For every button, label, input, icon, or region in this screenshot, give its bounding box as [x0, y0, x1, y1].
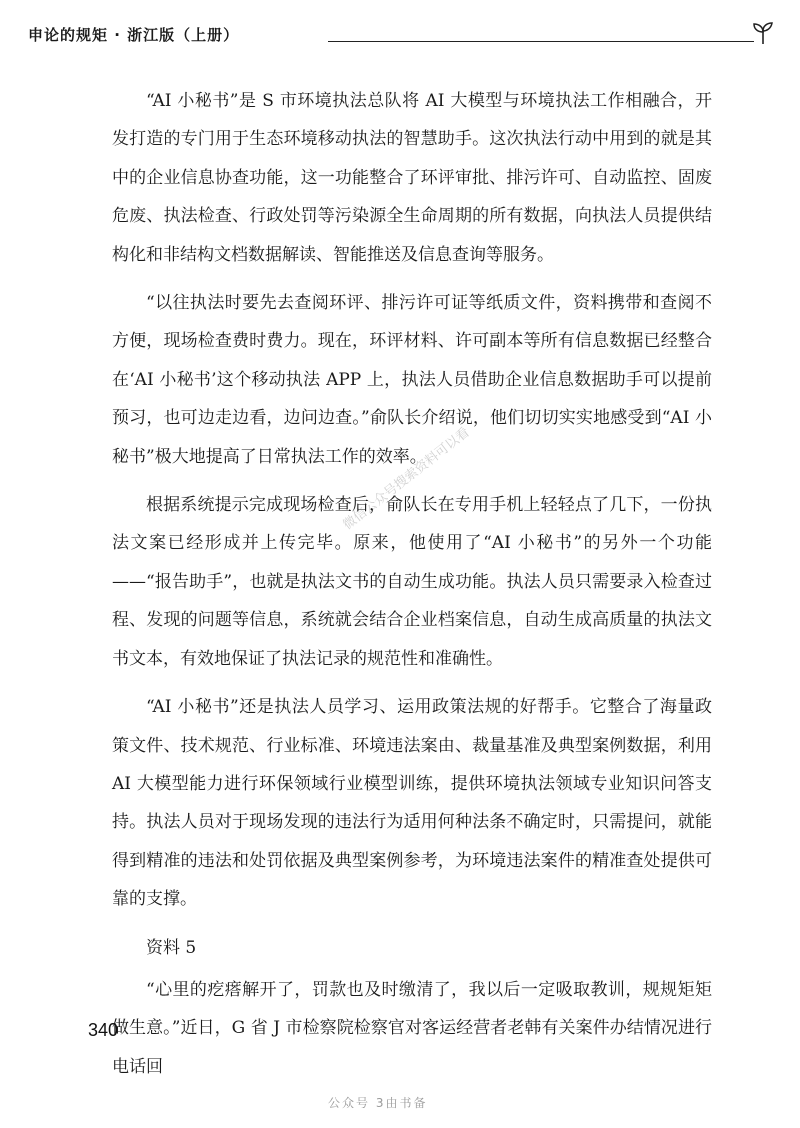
paragraph: “AI 小秘书”还是执法人员学习、运用政策法规的好帮手。它整合了海量政策文件、技术规范、行业标准、环境违法案由、裁量基准及典型案例数据，利用 AI 大模型能力进行环保领域行业模型训练，提供环境执法领域专业知识问答支持。执法人员对于现场发现的违法行为适用何种法条不确定时，只需提问，就能得到精准的违法和处罚依据及典型案例参考，为环境违法案件的精准查处提供可靠的支撑。: [112, 697, 712, 910]
body-text: [112, 82, 712, 1096]
paragraph: “心里的疙瘩解开了，罚款也及时缴清了，我以后一定吸取教训，规规矩矩做生意。”近日，G 省 J 市检察院检察官对客运经营者老韩有关案件办结情况进行电话回: [112, 979, 712, 1077]
watermark: 微信公众号搜索资料可以看: [340, 425, 473, 533]
page-number: 340: [88, 1020, 119, 1040]
footer-mark: 公众号 3由书备: [328, 1096, 428, 1110]
paragraph: 根据系统提示完成现场检查后，俞队长在专用手机上轻轻点了几下，一份执法文案已经形成并上传完毕。原来，他使用了“AI 小秘书”的另外一个功能——“报告助手”，也就是执法文书的自动生成功能。执法人员只需要录入检查过程、发现的问题等信息，系统就会结合企业档案信息，自动生成高质量的执法文书文本，有效地保证了执法记录的规范性和准确性。: [112, 495, 712, 669]
sprout-icon: [750, 20, 776, 46]
book-title: 申论的规矩 · 浙江版（上册）: [28, 26, 240, 44]
paragraph: “AI 小秘书”是 S 市环境执法总队将 AI 大模型与环境执法工作相融合，开发打造的专门用于生态环境移动执法的智慧助手。这次执法行动中用到的就是其中的企业信息协查功能，这一功能整合了环评审批、排污许可、自动监控、固废危废、执法检查、行政处罚等污染源全生命周期的所有数据，向执法人员提供结构化和非结构文档数据解读、智能推送及信息查询等服务。: [112, 91, 712, 265]
header-rule: [328, 41, 754, 42]
section-label: 资料 5: [146, 937, 197, 958]
paragraph: “以往执法时要先去查阅环评、排污许可证等纸质文件，资料携带和查阅不方便，现场检查费时费力。现在，环评材料、许可副本等所有信息数据已经整合在‘AI 小秘书’这个移动执法 APP 上，执法人员借助企业信息数据助手可以提前预习，也可边走边看，边问边查。”俞队长介绍说，他们切切实实地感受到“AI 小秘书”极大地提高了日常执法工作的效率。: [112, 293, 712, 467]
running-header: [28, 20, 776, 50]
